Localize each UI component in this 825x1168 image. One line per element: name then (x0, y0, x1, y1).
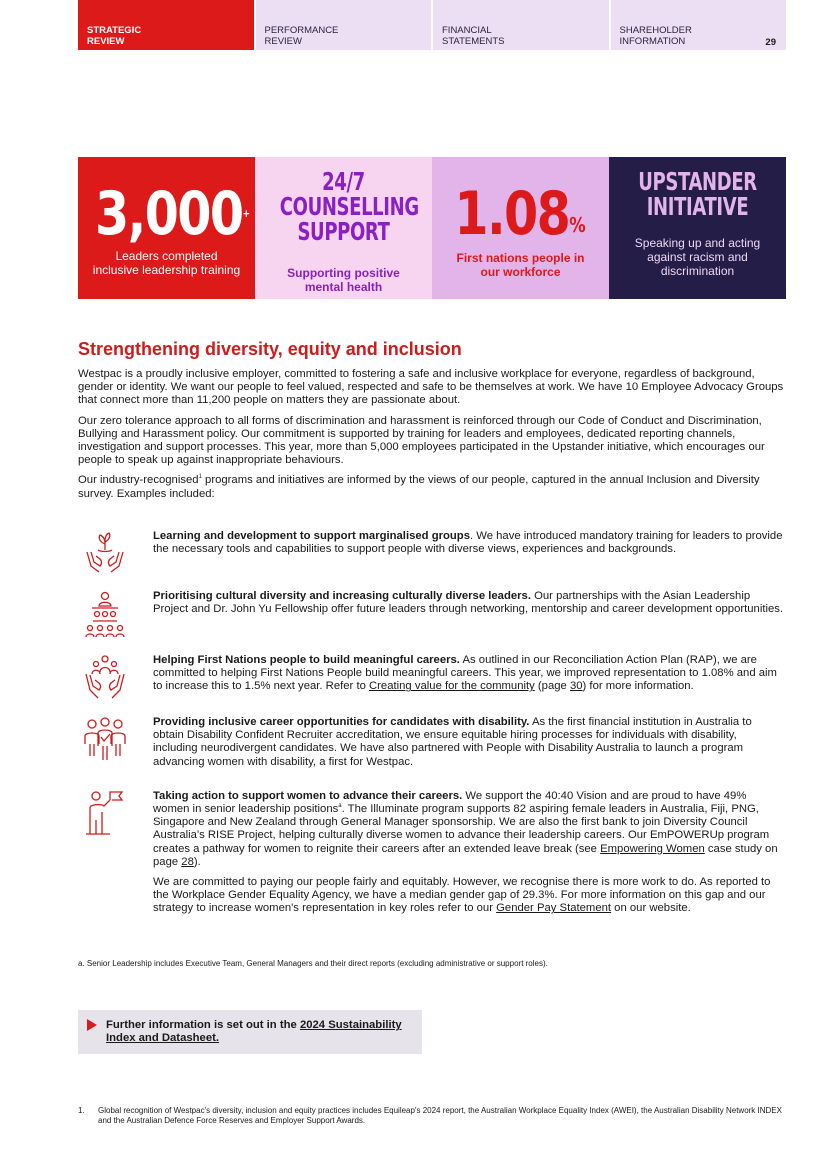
footnote-a: a. Senior Leadership includes Executive Team, General Managers and their direct reports (excluding administrative or support roles). (78, 959, 548, 968)
stat-counselling (255, 157, 432, 299)
woman-flag-icon (78, 790, 153, 923)
tab-label: REVIEW (264, 36, 302, 47)
page-number: 29 (765, 37, 776, 48)
list-item (78, 654, 784, 702)
list-item (78, 530, 784, 576)
leader-group-icon (78, 590, 153, 640)
tab-label: SHAREHOLDER (619, 25, 692, 36)
tab-label: INFORMATION (619, 36, 686, 47)
arrow-right-icon (87, 1019, 97, 1031)
stat-caption: First nations people in our workforce (456, 251, 585, 279)
tab-label: REVIEW (87, 36, 125, 47)
stat-tiles (78, 157, 786, 299)
initiatives-list (78, 530, 784, 937)
stat-value: 1.08% (454, 179, 587, 249)
section-title: Strengthening diversity, equity and inclusion (78, 339, 462, 359)
stat-upstander (609, 157, 786, 299)
stat-caption: Speaking up and acting against racism and discrimination (634, 236, 761, 278)
gender-pay-link[interactable]: Gender Pay Statement (496, 902, 612, 915)
page-link[interactable]: 30 (569, 680, 583, 693)
list-item (78, 590, 784, 640)
stat-value: 3,000+ (95, 179, 251, 249)
list-item (78, 716, 784, 776)
list-item (78, 790, 784, 923)
inclusive-people-icon (78, 716, 153, 776)
stat-first-nations (432, 157, 609, 299)
item-text: Learning and development to support marginalised groups. We have introduced mandatory training for leaders to provide the necessary tools and capabilities to support people with diverse views, experiences and backgrounds. (153, 530, 783, 556)
tab-label: PERFORMANCE (264, 25, 339, 36)
stat-caption: Supporting positive mental health (287, 266, 400, 294)
section-nav (78, 0, 786, 50)
intro-text (78, 368, 784, 508)
hands-plant-icon (78, 530, 153, 576)
tab-financial-statements[interactable] (433, 0, 609, 50)
tab-label: STRATEGIC (87, 25, 142, 36)
info-callout (78, 1010, 422, 1054)
community-hands-icon (78, 654, 153, 702)
empowering-women-link[interactable]: Empowering Women (600, 842, 705, 855)
tab-strategic-review[interactable] (78, 0, 254, 50)
stat-headline: UPSTANDER INITIATIVE (638, 167, 757, 221)
item-text: Taking action to support women to advance their careers. We support the 40:40 Vision and are proud to have 49% women in senior leadership positions$^a$. The Illuminate program supports 82 aspiring female leaders in Australia, Fiji, PNG, Singapore and New Zealand through General Manager sponsorship. We are also the first bank to join Diversity Council Australia's RISE Project, helping culturally diverse women to advance their leadership careers. Our EmPOWERUp program creates a pathway for women to reignite their careers after an extended leave break (see Empowering Women case study on page 28). We are committed to paying our people fairly and equitably. However, we recognise there is more work to do. As reported to the Workplace Gender Equality Agency, we have a median gender gap of 29.3%. For more information on this gap and our strategy to increase women's representation in key roles refer to our Gender Pay Statement on our website. (153, 789, 778, 915)
page-link[interactable]: 28 (181, 855, 194, 868)
item-text: Prioritising cultural diversity and increasing culturally diverse leaders. Our partnerships with the Asian Leadership Project and Dr. John Yu Fellowship offer future leaders through networking, mentorship and career development opportunities. (153, 590, 784, 616)
community-link[interactable]: Creating value for the community (369, 680, 535, 693)
item-text: Providing inclusive career opportunities for candidates with disability. As the first financial institution in Australia to obtain Disability Confident Recruiter accreditation, we ensure equitable hiring processes for individuals with disability, including neurodivergent candidates. We have also partnered with People with Disability Australia to launch a program advancing women with disability, a first for Westpac. (153, 716, 752, 768)
paragraph: Westpac is a proudly inclusive employer, committed to fostering a safe and inclusive workplace for everyone, regardless of background, gender or identity. We want our people to feel valued, respected and safe to be themselves at work. We have 10 Employee Advocacy Groups that connect more than 11,200 people on matters they are passionate about. (78, 368, 784, 407)
callout-text: Further information is set out in the (106, 1019, 300, 1031)
tab-performance-review[interactable] (256, 0, 432, 50)
paragraph: Our industry-recognised$^1$ programs and initiatives are informed by the views of our people, captured in the annual Inclusion and Diversity survey. Examples included: (78, 474, 760, 500)
stat-headline: 24/7 COUNSELLING SUPPORT (279, 167, 419, 246)
stat-leaders-trained (78, 157, 255, 299)
footnote-text: Global recognition of Westpac's diversity, inclusion and equity practices includes Equileap's 2024 report, the Australian Workplace Equality Index (AWEI), the Australian Disability Network INDEX and the Australian Defence Force Reserves and Employer Support Awards. (98, 1106, 782, 1125)
tab-shareholder-information[interactable] (611, 0, 787, 50)
tab-label: FINANCIAL (442, 25, 492, 36)
footnote-number: 1. (78, 1106, 85, 1115)
footnote-1 (78, 1106, 784, 1126)
sustainability-index-link[interactable]: 2024 Sustainability Index and Datasheet. (106, 1019, 402, 1044)
stat-caption: Leaders completed inclusive leadership training (92, 249, 241, 277)
paragraph: Our zero tolerance approach to all forms of discrimination and harassment is reinforced through our Code of Conduct and Discrimination, Bullying and Harassment policy. Our commitment is supported by training for leaders and employees, dedicated reporting channels, investigation and support processes. This year, more than 5,000 employees participated in the Upstander initiative, which encourages our people to speak up against inappropriate behaviours. (78, 414, 765, 467)
tab-label: STATEMENTS (442, 36, 505, 47)
item-text: Helping First Nations people to build meaningful careers. As outlined in our Reconciliation Action Plan (RAP), we are committed to helping First Nations People build meaningful careers. This year, we improved representation to 1.08% and aim to increase this to 1.5% next year. Refer to Creating value for the community (page 30) for more information. (153, 654, 777, 693)
